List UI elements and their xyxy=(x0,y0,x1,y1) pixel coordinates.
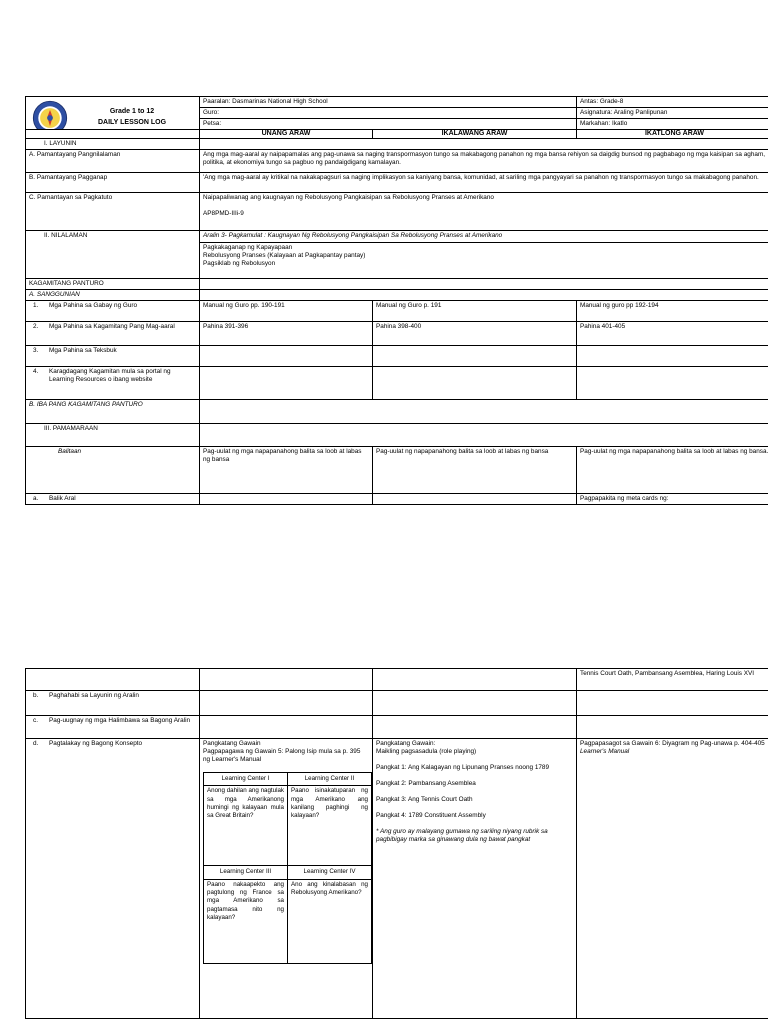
pangkat-4: Pangkat 4: 1789 Constituent Assembly xyxy=(376,812,486,819)
layunin-heading: I. LAYUNIN xyxy=(26,139,200,150)
antas-field: Antas: Grade-8 xyxy=(577,97,768,108)
pamantayan-pagkatuto-label: C. Pamantayan sa Pagkatuto xyxy=(26,193,200,231)
learning-center-1-heading: Learning Center I xyxy=(204,773,288,786)
markahan-field: Markahan: Ikatlo xyxy=(577,119,768,130)
row-number: c. xyxy=(33,717,38,724)
balitaan-label: Balitaan xyxy=(26,447,200,494)
balitaan-day3: Pag-uulat ng mga napapanahong balita sa loob at labas ng bansa. xyxy=(577,447,768,494)
row-number: 3. xyxy=(33,347,39,355)
form-title-grade: Grade 1 to 12 xyxy=(109,108,155,115)
row-number: b. xyxy=(33,692,39,699)
petsa-field: Petsa: xyxy=(200,119,577,130)
gabay-guro-day2: Manual ng Guro p. 191 xyxy=(373,301,577,322)
pangkat-3: Pangkat 3: Ang Tennis Court Oath xyxy=(376,796,473,803)
guro-field: Guro: xyxy=(200,108,577,119)
gabay-guro-day1: Manual ng Guro pp. 190-191 xyxy=(200,301,373,322)
pangkat-2: Pangkat 2: Pambansang Asemblea xyxy=(376,780,476,787)
row-number: 4. xyxy=(33,368,39,376)
gabay-guro-label: Mga Pahina sa Gabay ng Guro xyxy=(49,302,138,310)
balik-aral-label: Balik Aral xyxy=(49,495,76,503)
lesson-log-table-page1 xyxy=(25,96,768,505)
deped-seal-icon xyxy=(32,100,68,130)
kagamitang-mag-aaral-label: Mga Pahina sa Kagamitang Pang Mag-aaral xyxy=(49,323,175,331)
learning-center-2-heading: Learning Center II xyxy=(288,773,372,786)
row-number: d. xyxy=(33,740,39,747)
lesson-log-table-page2 xyxy=(25,668,768,1019)
gawain-5-instruction: Pagpapagawa ng Gawain 5: Palong Isip mula sa p. 395 ng Learner's Manual xyxy=(203,748,361,763)
day3-heading: IKATLONG ARAW xyxy=(577,130,768,139)
learning-resources-label: Karagdagang Kagamitan mula sa portal ng Learning Resources o ibang website xyxy=(49,368,171,384)
nilalaman-item: Pagsiklab ng Rebolusyon xyxy=(203,260,276,268)
paaralan-field: Paaralan: Dasmarinas National High School xyxy=(200,97,577,108)
nilalaman-item: Rebolusyong Pranses (Kalayaan at Pagkapantay pantay) xyxy=(203,252,366,260)
day2-heading: IKALAWANG ARAW xyxy=(373,130,577,139)
meta-cards-continued: Tennis Court Oath, Pambansang Asemblea, Haring Louis XVI xyxy=(577,669,768,691)
role-playing-subtitle: Maikling pagsasadula (role playing) xyxy=(376,748,477,755)
learning-centers-table xyxy=(203,772,372,964)
learning-center-3-question: Paano nakaapekto ang pagtulong ng France sa mga Amerikano sa pagtamasa nito ng kalayaan? xyxy=(204,879,288,963)
pangkatang-gawain-heading: Pangkatang Gawain: xyxy=(376,740,436,747)
kagamitang-mag-aaral-day1: Pahina 391-396 xyxy=(200,322,373,346)
pamantayang-pagganap-label: B. Pamantayang Pagganap xyxy=(26,173,200,193)
nilalaman-title: Aralin 3- Pagkamulat : Kaugnayan Ng Rebolusyong Pangkaisipan Sa Rebolusyong Pranses at Amerikano xyxy=(200,231,768,243)
header-logo-cell xyxy=(26,97,200,130)
learning-center-2-question: Paano isinakatuparan ng mga Amerikano ang kanilang paghingi ng kalayaan? xyxy=(288,786,372,866)
nilalaman-heading: II. NILALAMAN xyxy=(26,231,200,279)
teksbuk-label: Mga Pahina sa Teksbuk xyxy=(49,347,117,355)
pag-uugnay-label: Pag-uugnay ng mga Halimbawa sa Bagong Aralin xyxy=(49,717,191,724)
paghahabi-layunin-label: Paghahabi sa Layunin ng Aralin xyxy=(49,692,139,699)
gabay-guro-day3: Manual ng guro pp 192-194 xyxy=(577,301,768,322)
iba-pang-kagamitan-label: B. IBA PANG KAGAMITANG PANTURO xyxy=(26,400,200,424)
balitaan-day2: Pag-uulat ng napapanahong balita sa loob at labas ng bansa xyxy=(373,447,577,494)
asignatura-field: Asignatura: Araling Panlipunan xyxy=(577,108,768,119)
pamantayan-pagkatuto-text: Naipapaliwanag ang kaugnayan ng Rebolusyong Pangkaisipan sa Rebolusyong Pranses at Amerikano xyxy=(203,194,494,202)
kagamitang-mag-aaral-day3: Pahina 401-405 xyxy=(577,322,768,346)
pagtalakay-label: Pagtalakay ng Bagong Konsepto xyxy=(49,740,143,747)
pamantayang-pagganap-text: 'Ang mga mag-aaral ay kritikal na nakakapagsuri sa naging implikasyon sa kaniyang bansa, komunidad, at sariling mga pangyayari sa panahon ng transpormasyon tungo sa makabagong panahon. xyxy=(200,173,768,193)
row-number: 1. xyxy=(33,302,39,310)
learners-manual-ref: Learner's Manual xyxy=(580,748,630,755)
pamantayang-pangnilalaman-label: A. Pamantayang Pangnilalaman xyxy=(26,150,200,173)
pamamaraan-heading: III. PAMAMARAAN xyxy=(26,424,200,447)
day1-heading: UNANG ARAW xyxy=(200,130,373,139)
rubric-note: * Ang guro ay malayang gumawa ng sariling niyang rubrik sa pagbibigay marka sa ginawang dula ng bawat pangkat xyxy=(376,828,548,843)
learning-center-1-question: Anong dahilan ang nagtulak sa mga Amerikanong humingi ng kalayaan mula sa Great Britain? xyxy=(204,786,288,866)
gawain-6-instruction: Pagpapasagot sa Gawain 6: Diyagram ng Pag-unawa p. 404-405 xyxy=(580,740,765,747)
kagamitang-panturo-heading: KAGAMITANG PANTURO xyxy=(26,279,200,290)
sanggunian-heading: A. SANGGUNIAN xyxy=(26,290,200,301)
row-number: a. xyxy=(33,495,39,503)
balitaan-day1: Pag-uulat ng mga napapanahong balita sa loob at labas ng bansa xyxy=(200,447,373,494)
kagamitang-mag-aaral-day2: Pahina 398-400 xyxy=(373,322,577,346)
learning-center-4-question: Ano ang kinalabasan ng Rebolusyong Amerikano? xyxy=(288,879,372,963)
learning-center-3-heading: Learning Center III xyxy=(204,866,288,879)
pamantayang-pangnilalaman-text: Ang mga mag-aaral ay naipapamalas ang pag-unawa sa naging transpormasyon tungo sa makabagong panahon ng mga bansa rehiyon sa daigdig bunsod ng pagbabago ng mga kaisipan sa agham, politika, at ekonomiya tungo sa pagbuo ng pandaigdigang kamalayan. xyxy=(200,150,768,173)
balik-aral-day3: Pagpapakita ng meta cards ng: xyxy=(577,494,768,505)
learning-center-4-heading: Learning Center IV xyxy=(288,866,372,879)
pangkatang-gawain-heading: Pangkatang Gawain xyxy=(203,740,261,747)
pangkat-1: Pangkat 1: Ang Kalagayan ng Lipunang Pranses noong 1789 xyxy=(376,764,550,771)
row-number: 2. xyxy=(33,323,39,331)
nilalaman-item: Pagkakaganap ng Kapayapaan xyxy=(203,244,293,252)
form-title-dll: DAILY LESSON LOG xyxy=(97,118,167,126)
competency-code: AP8PMD-IIIi-9 xyxy=(203,210,244,218)
